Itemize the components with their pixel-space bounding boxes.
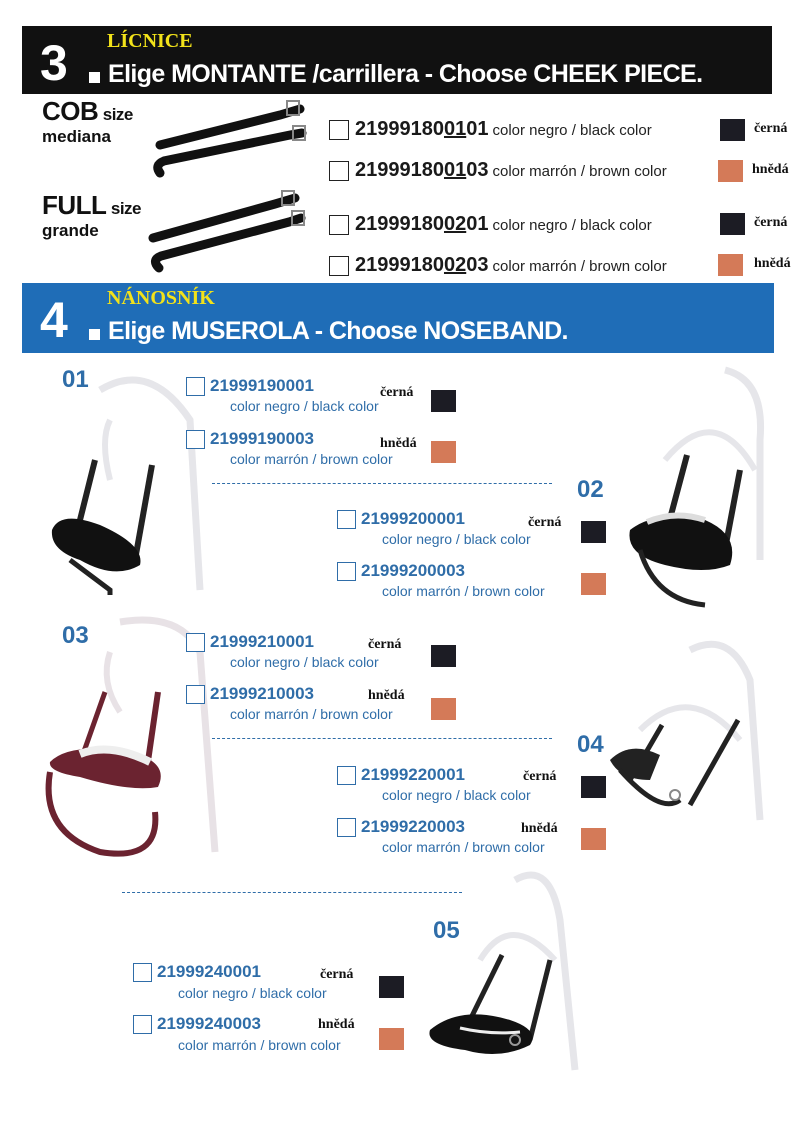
bridle-05-image [420,860,590,1080]
option-code: 21999220001 [361,765,466,784]
czech-color-label: černá [754,121,788,136]
option-desc: color negro / black color [230,398,379,414]
black-color-swatch [581,776,606,798]
option-checkbox[interactable] [329,161,349,181]
brown-color-swatch [581,573,606,595]
bridle-01-image [40,360,200,600]
brown-color-swatch [581,828,606,850]
bridle-04-image [600,630,780,830]
czech-color-label: černá [754,215,788,230]
divider [212,738,552,739]
section-3-title: Elige MONTANTE /carrillera - Choose CHEEK PIECE. [108,60,703,88]
brown-color-swatch [718,254,743,276]
size-cob [42,96,133,147]
size-sub: mediana [42,127,111,146]
option-code: 21999240003 [157,1014,262,1033]
czech-color-label: černá [320,967,354,982]
czech-color-label: černá [523,769,557,784]
option-code: 21999210003 [210,684,315,703]
section-4-number: 4 [40,292,66,348]
header-dot [89,72,100,83]
brown-color-swatch [431,441,456,463]
option-desc: color marrón / brown color [382,583,545,599]
option-checkbox[interactable] [186,430,205,449]
option-checkbox[interactable] [186,377,205,396]
option-code: 219991800103 color marrón / brown color [355,159,667,181]
section-4-title: Elige MUSEROLA - Choose NOSEBAND. [108,317,568,345]
option-code: 21999210001 [210,632,315,651]
option-checkbox[interactable] [337,562,356,581]
option-desc: color negro / black color [178,985,327,1001]
option-code: 21999200001 [361,509,466,528]
bridle-03-image [40,612,200,862]
black-color-swatch [720,119,745,141]
option-checkbox[interactable] [337,818,356,837]
size-sub: grande [42,221,99,240]
black-color-swatch [431,645,456,667]
brown-color-swatch [431,698,456,720]
bridle-number: 01 [62,366,89,393]
czech-color-label: hnědá [380,436,417,451]
black-color-swatch [379,976,404,998]
czech-color-label: hnědá [754,256,791,271]
option-code: 21999240001 [157,962,262,981]
czech-color-label: hnědá [368,688,405,703]
bridle-number: 03 [62,622,89,649]
cheek-piece-full-image [145,188,315,278]
option-checkbox[interactable] [337,510,356,529]
brown-color-swatch [379,1028,404,1050]
option-checkbox[interactable] [337,766,356,785]
option-desc: color marrón / brown color [178,1037,341,1053]
option-checkbox[interactable] [186,685,205,704]
bridle-number: 05 [433,917,460,944]
size-word: size [102,105,133,124]
option-code: 219991800201 color negro / black color [355,213,652,235]
size-name: COB [42,96,99,126]
option-desc: color marrón / brown color [230,706,393,722]
size-name: FULL [42,190,107,220]
option-desc: color marrón / brown color [382,839,545,855]
section-4-tag: NÁNOSNÍK [107,287,215,309]
option-checkbox[interactable] [329,215,349,235]
header-dot [89,329,100,340]
option-checkbox[interactable] [329,120,349,140]
option-code: 219991800101 color negro / black color [355,118,652,140]
divider [122,892,462,893]
czech-color-label: černá [528,515,562,530]
czech-color-label: černá [380,385,414,400]
option-checkbox[interactable] [133,1015,152,1034]
option-desc: color negro / black color [382,531,531,547]
brown-color-swatch [718,160,743,182]
size-full [42,190,141,241]
option-code: 21999220003 [361,817,466,836]
option-code: 219991800203 color marrón / brown color [355,254,667,276]
option-checkbox[interactable] [329,256,349,276]
bridle-number: 04 [577,731,604,758]
option-checkbox[interactable] [133,963,152,982]
section-3-header [22,26,772,94]
option-desc: color negro / black color [230,654,379,670]
option-desc: color marrón / brown color [230,451,393,467]
section-3-number: 3 [40,35,66,91]
option-desc: color negro / black color [382,787,531,803]
bridle-02-image [615,360,785,615]
black-color-swatch [720,213,745,235]
bridle-number: 02 [577,476,604,503]
option-code: 21999200003 [361,561,466,580]
option-code: 21999190003 [210,429,315,448]
option-checkbox[interactable] [186,633,205,652]
czech-color-label: hnědá [521,821,558,836]
czech-color-label: hnědá [752,162,789,177]
black-color-swatch [431,390,456,412]
section-3-tag: LÍCNICE [107,30,193,52]
section-4-header [22,283,774,353]
divider [212,483,552,484]
czech-color-label: hnědá [318,1017,355,1032]
option-code: 21999190001 [210,376,315,395]
black-color-swatch [581,521,606,543]
czech-color-label: černá [368,637,402,652]
size-word: size [110,199,142,218]
cheek-piece-cob-image [150,95,320,185]
